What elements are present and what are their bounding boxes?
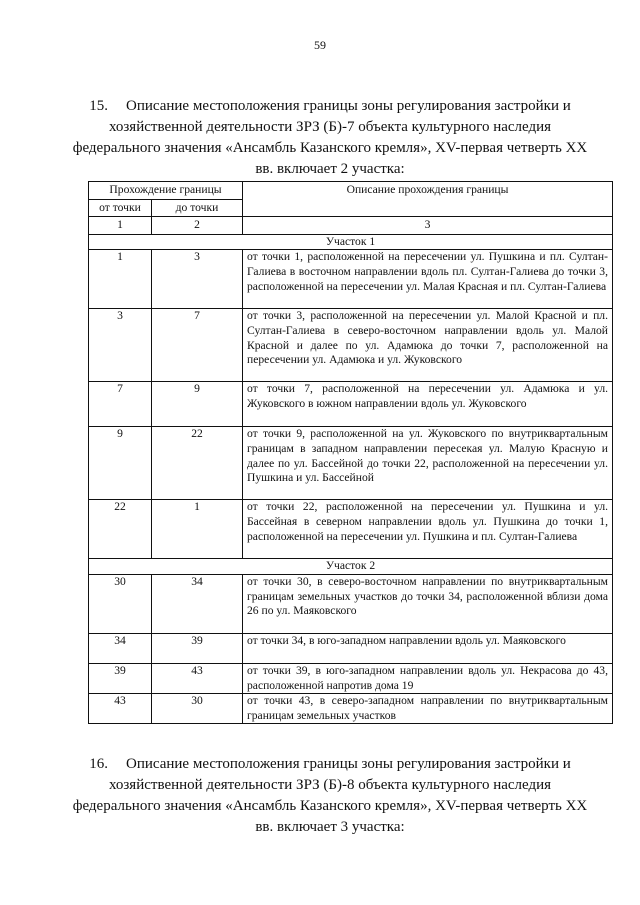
cell-to: 22 (152, 427, 243, 500)
cell-from: 1 (89, 250, 152, 309)
header-col-1: 1 (89, 217, 152, 235)
cell-description: от точки 9, расположенной на ул. Жуковского по внутриквартальным границам в западном направлении пересекая ул. Малую Красную и далее по ул. Бассейной до точки 22, расположенной на пересечении ул. Пушкина и ул. Бассейной (243, 427, 613, 500)
table-row (89, 500, 613, 559)
cell-to: 3 (152, 250, 243, 309)
table-row (89, 694, 613, 724)
section-15-number: 15. (89, 98, 108, 114)
boundary-table (88, 181, 613, 724)
cell-description: от точки 7, расположенной на пересечении ул. Адамюка и ул. Жуковского в южном направлении вдоль ул. Жуковского (243, 382, 613, 427)
section-15-heading (70, 96, 590, 180)
table-row (89, 250, 613, 309)
section-16-text: Описание местоположения границы зоны регулирования застройки и хозяйственной деятельности ЗРЗ (Б)-8 объекта культурного наследия федерального значения «Ансамбль Казанского кремля», XV-первая четверть XX вв. включает 3 участка: (72, 756, 588, 835)
cell-description: от точки 1, расположенной на пересечении ул. Пушкина и пл. Султан-Галиева в восточном направлении вдоль пл. Султан-Галиева до точки 3, расположенной на пересечении ул. Малая Красная и пл. Султан-Галиева (243, 250, 613, 309)
cell-description: от точки 34, в юго-западном направлении вдоль ул. Маяковского (243, 633, 613, 663)
header-to-point: до точки (152, 199, 243, 217)
section-16-number: 16. (89, 756, 108, 772)
header-passage: Прохождение границы (89, 182, 243, 200)
section-row (89, 559, 613, 575)
cell-description: от точки 30, в северо-восточном направлении по внутриквартальным границам земельных участков до точки 34, расположенной вблизи дома 26 по ул. Маяковского (243, 574, 613, 633)
cell-from: 9 (89, 427, 152, 500)
table-row (89, 309, 613, 382)
cell-from: 39 (89, 663, 152, 693)
section-row (89, 234, 613, 250)
header-from-point: от точки (89, 199, 152, 217)
cell-to: 30 (152, 694, 243, 724)
header-col-2: 2 (152, 217, 243, 235)
table-row (89, 663, 613, 693)
cell-description: от точки 3, расположенной на пересечении ул. Малой Красной и пл. Султан-Галиева в северо-восточном направлении вдоль ул. Малой Красной и далее по ул. Адамюка до точки 7, расположенной на пересечении ул. Адамюка и ул. Жуковского (243, 309, 613, 382)
cell-description: от точки 39, в юго-западном направлении вдоль ул. Некрасова до 43, расположенной напротив дома 19 (243, 663, 613, 693)
cell-from: 30 (89, 574, 152, 633)
cell-description: от точки 22, расположенной на пересечении ул. Пушкина и ул. Бассейная в северном направлении вдоль ул. Пушкина до точки 1, расположенной на пересечении ул. Пушкина и пл. Султан-Галиева (243, 500, 613, 559)
section-title: Участок 1 (89, 234, 613, 250)
section-15-text: Описание местоположения границы зоны регулирования застройки и хозяйственной деятельности ЗРЗ (Б)-7 объекта культурного наследия федерального значения «Ансамбль Казанского кремля», XV-первая четверть XX вв. включает 2 участка: (72, 98, 588, 177)
cell-from: 7 (89, 382, 152, 427)
table-row (89, 633, 613, 663)
cell-to: 43 (152, 663, 243, 693)
section-16-heading (70, 754, 590, 838)
cell-from: 3 (89, 309, 152, 382)
cell-from: 43 (89, 694, 152, 724)
header-col-3: 3 (243, 217, 613, 235)
cell-from: 34 (89, 633, 152, 663)
table-row (89, 382, 613, 427)
cell-from: 22 (89, 500, 152, 559)
table-row (89, 574, 613, 633)
table-row (89, 427, 613, 500)
cell-to: 7 (152, 309, 243, 382)
cell-to: 9 (152, 382, 243, 427)
cell-description: от точки 43, в северо-западном направлении по внутриквартальным границам земельных участков (243, 694, 613, 724)
page-number: 59 (314, 38, 326, 52)
section-title: Участок 2 (89, 559, 613, 575)
header-description: Описание прохождения границы (243, 182, 613, 217)
cell-to: 1 (152, 500, 243, 559)
cell-to: 39 (152, 633, 243, 663)
cell-to: 34 (152, 574, 243, 633)
